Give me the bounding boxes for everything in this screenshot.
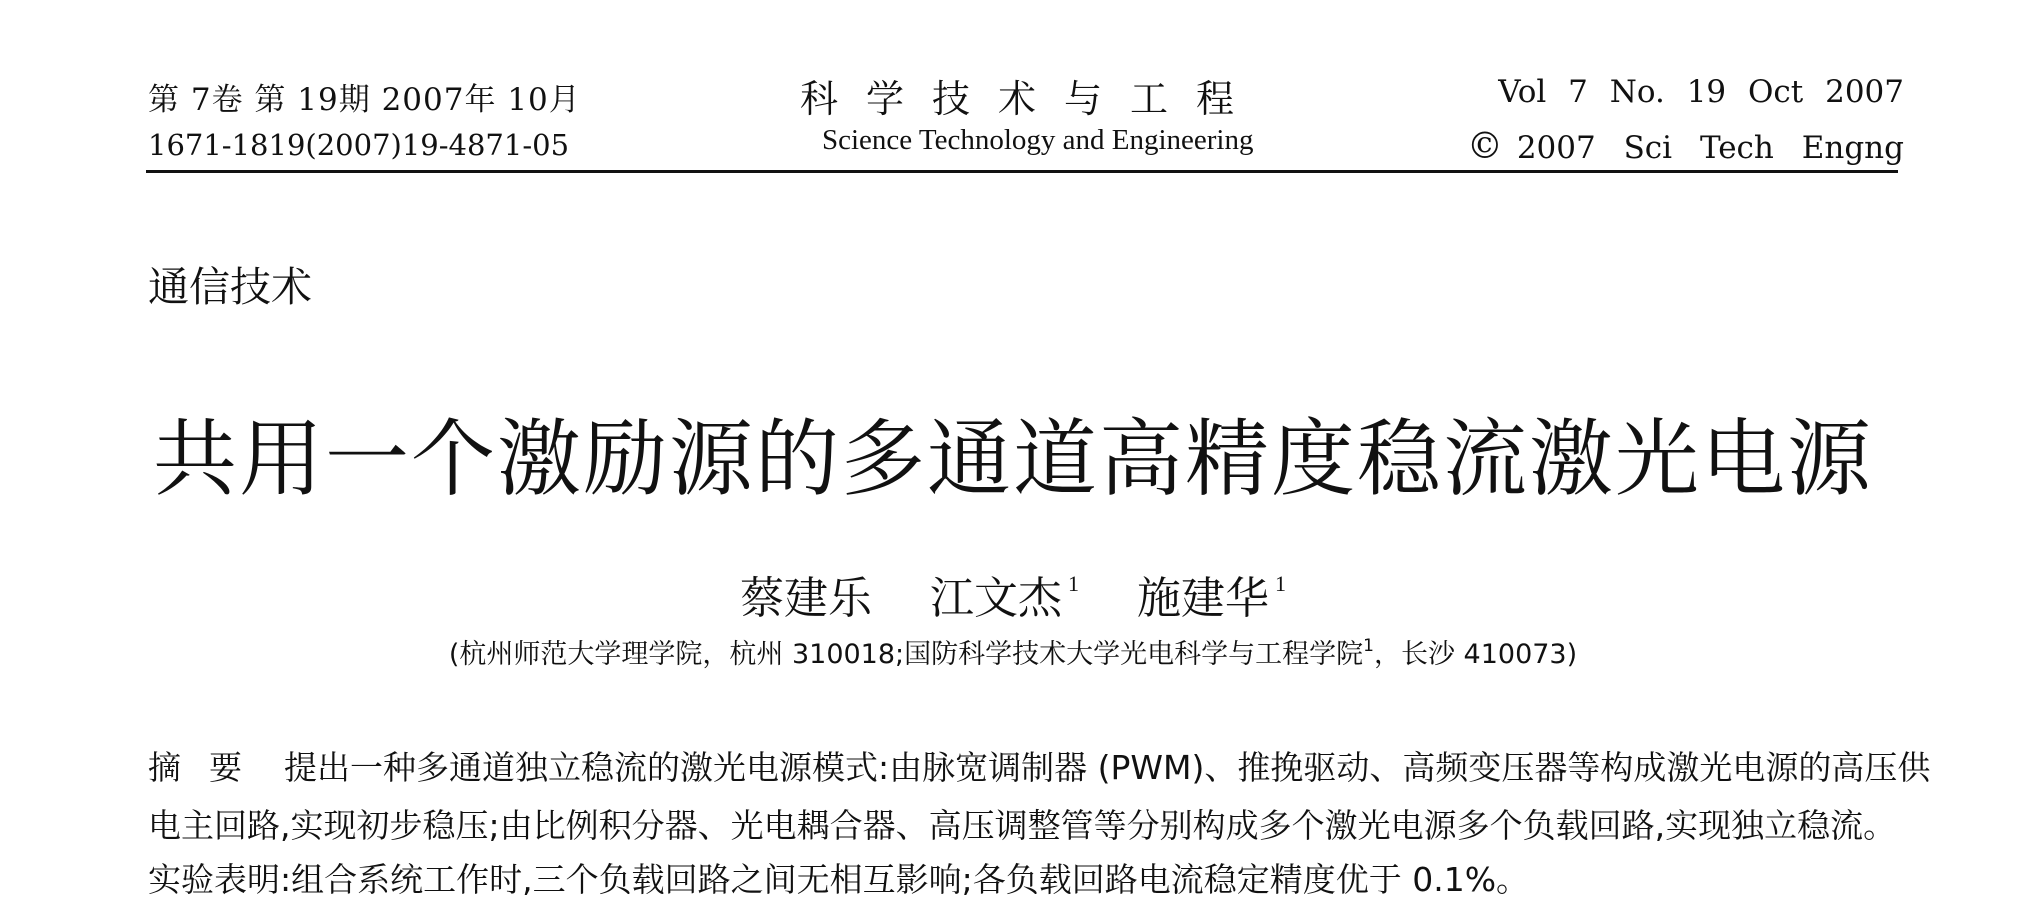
section-label: 通信技术 [148,263,312,311]
author [1137,573,1286,624]
journal-title-english: Science Technology and Engineering [822,124,1254,156]
copyright-icon: © [1466,126,1503,167]
affiliation-mark: 1 [1363,636,1374,656]
journal-title-chinese: 科学技术与工程 [800,77,1263,121]
affiliations [0,632,2026,671]
author-list [0,562,2026,626]
affiliation-mark: 1 [1068,571,1079,596]
abstract-label: 摘要 [148,748,270,787]
author-name: 施建华 [1137,573,1269,624]
author-name: 江文杰 [930,573,1062,624]
abstract-line-1 [148,742,1931,789]
affiliation-text: (杭州师范大学理学院，杭州 310018;国防科学技术大学光电科学与工程学院 [448,639,1364,670]
paper-title: 共用一个激励源的多通道高精度稳流激光电源 [152,410,1873,508]
author-name: 蔡建乐 [740,573,872,624]
journal-volume-english: Vol 7 No. 19 Oct 2007 [1498,74,1904,110]
journal-volume-issue: 第 7卷 第 19期 2007年 10月 [148,82,581,118]
header-rule [146,170,1898,173]
copyright-text: 2007 Sci Tech Engng [1516,130,1904,166]
author [740,573,872,624]
article-number: 1671-1819(2007)19-4871-05 [148,128,570,162]
author [930,573,1079,624]
copyright-line [1467,126,1904,167]
abstract-line-2: 电主回路,实现初步稳压;由比例积分器、光电耦合器、高压调整管等分别构成多个激光电源多个负载回路,实现独立稳流。 [148,806,1897,845]
abstract-line-3: 实验表明:组合系统工作时,三个负载回路之间无相互影响;各负载回路电流稳定精度优于 0.1%。 [148,860,1530,899]
affiliation-mark: 1 [1275,571,1286,596]
affiliation-text-end: ，长沙 410073) [1373,639,1578,670]
abstract-text: 提出一种多通道独立稳流的激光电源模式:由脉宽调制器 (PWM)、推挽驱动、高频变压器等构成激光电源的高压供 [284,748,1931,787]
